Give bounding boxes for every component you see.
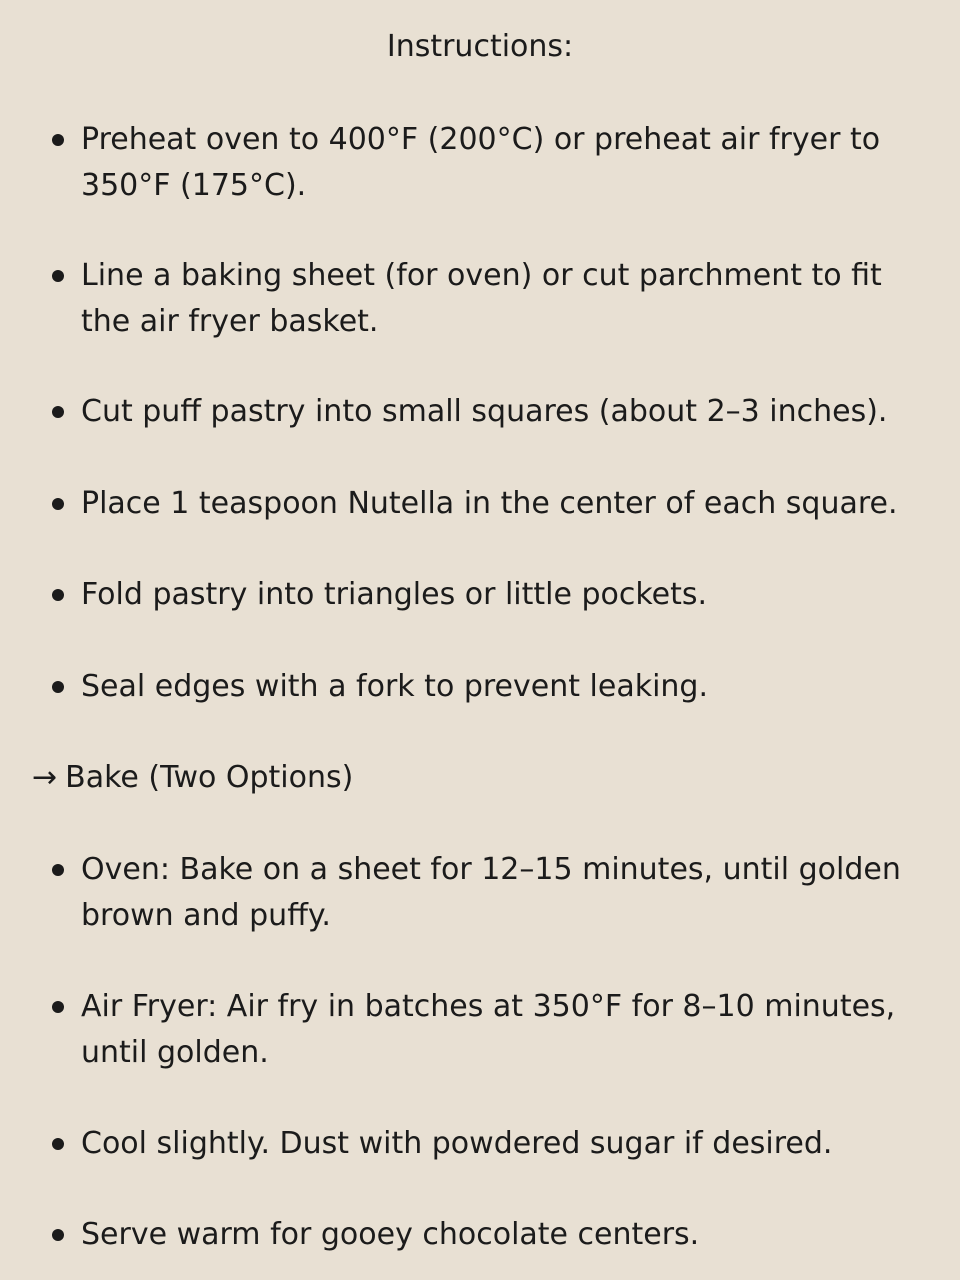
- step-text: Line a baking sheet (for oven) or cut parchment to fit the air fryer basket.: [81, 258, 882, 339]
- list-item: [52, 481, 912, 527]
- list-item: [52, 1212, 912, 1258]
- step-text: Serve warm for gooey chocolate centers.: [81, 1217, 700, 1252]
- bullet-icon: [52, 270, 64, 282]
- bullet-icon: [52, 498, 64, 510]
- step-text: Place 1 teaspoon Nutella in the center of each square.: [81, 486, 898, 521]
- step-text: Seal edges with a fork to prevent leaking.: [81, 669, 709, 704]
- bullet-icon: [52, 1229, 64, 1241]
- list-item: [52, 1121, 912, 1167]
- bullet-icon: [52, 681, 64, 693]
- list-item: [52, 389, 912, 435]
- list-item: [52, 664, 912, 710]
- list-item: [52, 117, 912, 209]
- step-text: Cool slightly. Dust with powdered sugar if desired.: [81, 1126, 833, 1161]
- instructions-heading: Instructions:: [386, 29, 574, 64]
- step-text: Cut puff pastry into small squares (about 2–3 inches).: [81, 394, 888, 429]
- bake-section-label: Bake (Two Options): [65, 760, 354, 795]
- step-text: Air Fryer: Air fry in batches at 350°F for 8–10 minutes, until golden.: [81, 989, 896, 1070]
- list-item: [52, 253, 912, 345]
- list-item: [52, 847, 912, 939]
- list-item: [52, 572, 912, 618]
- bullet-icon: [52, 1138, 64, 1150]
- bake-section-heading: [32, 755, 353, 801]
- list-item: [52, 984, 912, 1076]
- bullet-icon: [52, 406, 64, 418]
- bullet-icon: [52, 134, 64, 146]
- bullet-icon: [52, 1001, 64, 1013]
- bullet-icon: [52, 864, 64, 876]
- step-text: Fold pastry into triangles or little pockets.: [81, 577, 708, 612]
- arrow-right-icon: →: [32, 760, 58, 795]
- step-text: Oven: Bake on a sheet for 12–15 minutes, until golden brown and puffy.: [81, 852, 901, 933]
- bullet-icon: [52, 589, 64, 601]
- step-text: Preheat oven to 400°F (200°C) or preheat air fryer to 350°F (175°C).: [81, 122, 881, 203]
